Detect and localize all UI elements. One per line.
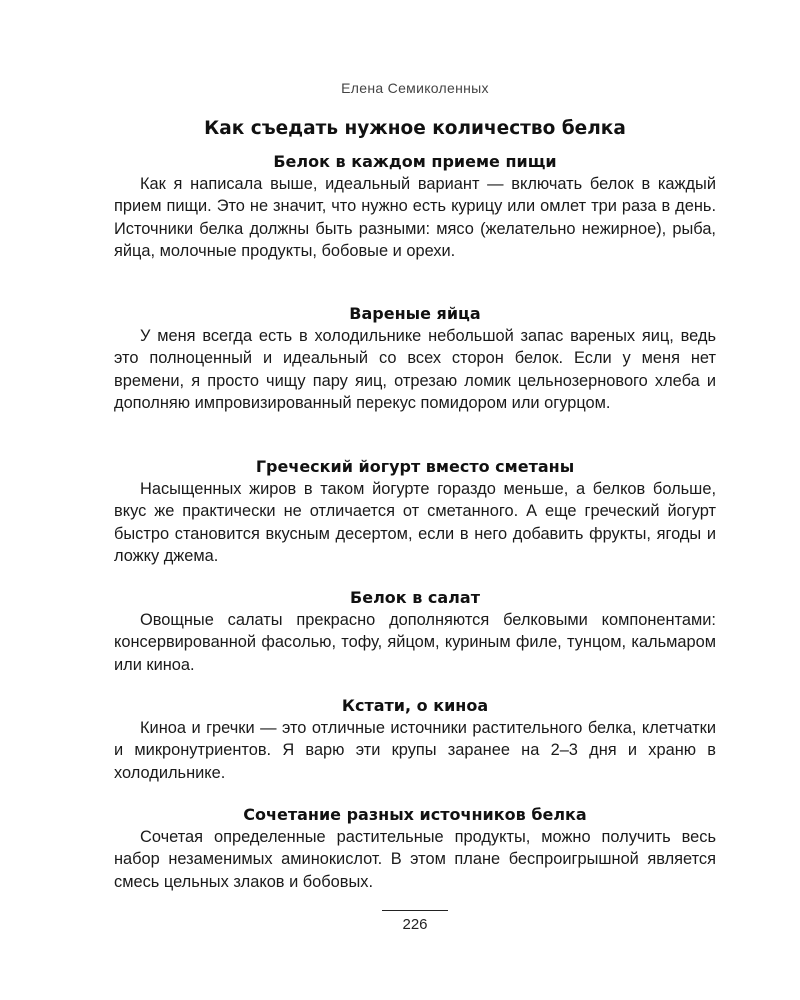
section-combining-sources [114,804,716,893]
book-page [114,0,716,1000]
running-head-author: Елена Семиколенных [341,80,489,96]
section-heading: Белок в каждом приеме пищи [273,152,557,171]
section-heading: Белок в салат [350,588,480,607]
section-heading: Кстати, о киноа [341,696,489,715]
footer-rule [382,910,448,911]
section-paragraph: Насыщенных жиров в таком йогурте гораздо меньше, а белков больше, вкус же практически не отличается от сметанного. А еще греческий йогурт быстро становится вкусным десертом, если в него добавить фрукты, ягоды и ложку джема. [114,480,716,565]
section-paragraph: У меня всегда есть в холодильнике небольшой запас вареных яиц, ведь это полноценный и идеальный со всех сторон белок. Если у меня нет времени, я просто чищу пару яиц, отрезаю ломик цельнозернового хлеба и дополняю импровизированный перекус помидором или огурцом. [114,327,716,412]
page-number: 226 [402,916,428,933]
chapter-title: Как съедать нужное количество белка [204,118,626,139]
section-paragraph: Киноа и гречки — это отличные источники растительного белка, клетчатки и микронутриентов. Я варю эти крупы заранее на 2–3 дня и храню в холодильнике. [114,719,716,782]
section-greek-yogurt [114,456,716,567]
section-protein-every-meal [114,151,716,262]
section-protein-salad [114,587,716,676]
section-paragraph: Как я написала выше, идеальный вариант — включать белок в каждый прием пищи. Это не значит, что нужно есть курицу или омлет три раза в день. Источники белка должны быть разными: мясо (желательно нежирное), рыба, яйца, молочные продукты, бобовые и орехи. [114,175,716,260]
section-heading: Греческий йогурт вместо сметаны [255,457,575,476]
section-heading: Вареные яйца [349,304,481,323]
section-paragraph: Сочетая определенные растительные продукты, можно получить весь набор незаменимых аминокислот. В этом плане беспроигрышной является смесь цельных злаков и бобовых. [114,828,716,891]
section-quinoa [114,695,716,784]
section-paragraph: Овощные салаты прекрасно дополняются белковыми компонентами: консервированной фасолью, тофу, яйцом, куриным филе, тунцом, кальмаром или киноа. [114,611,716,674]
section-heading: Сочетание разных источников белка [243,805,587,824]
section-boiled-eggs [114,303,716,414]
